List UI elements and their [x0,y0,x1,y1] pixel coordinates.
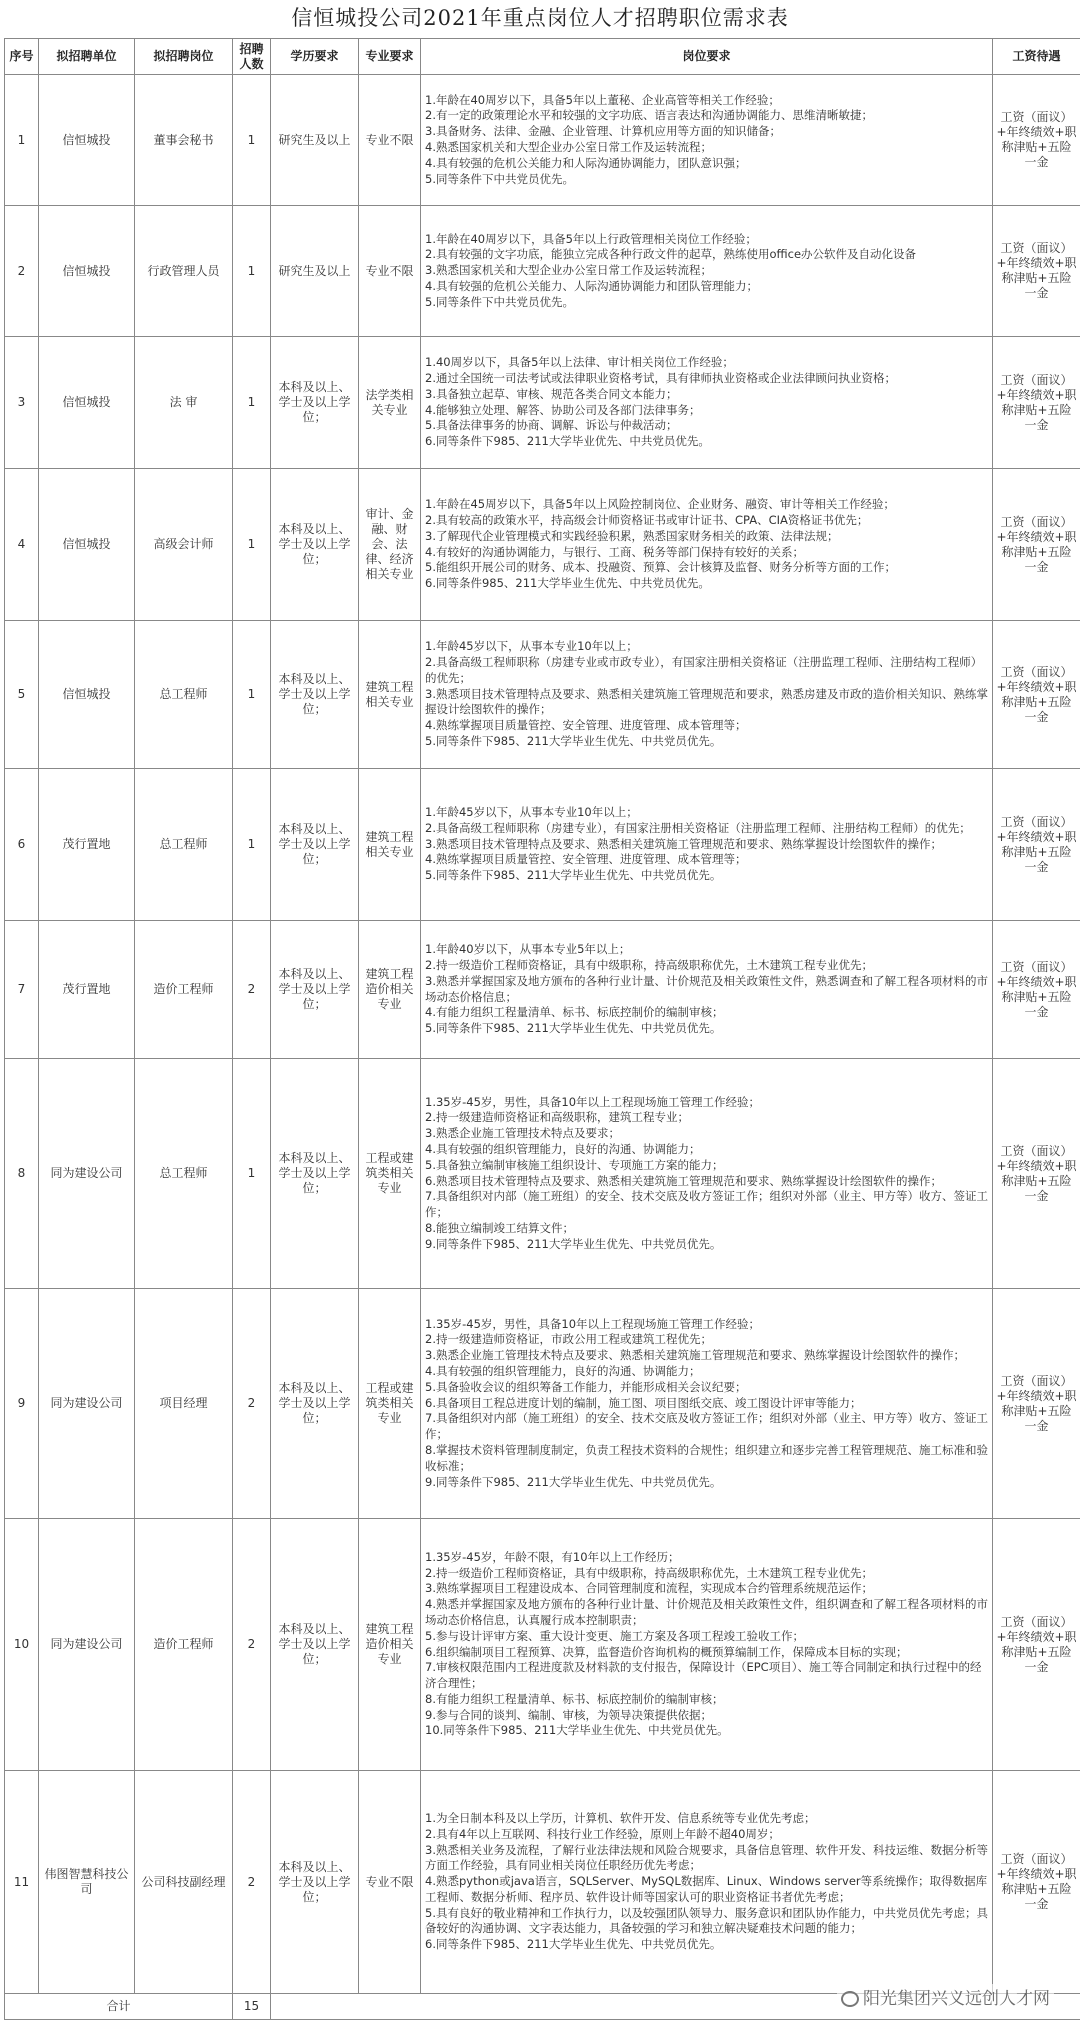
requirement-line: 6.同等条件下985、211大学毕业优先、中共党员优先。 [425,434,710,449]
requirement-line: 5.具有良好的敬业精神和工作执行力，以及较强团队领导力、服务意识和团队协作能力，中共党员优先考虑；具备较好的沟通协调、文字表达能力，具备较强的学习和独立解决疑难技术问题的能力； [425,1905,988,1936]
row-unit: 伟图智慧科技公司 [39,1771,135,1994]
requirement-line: 3.熟悉项目技术管理特点及要求、熟悉相关建筑施工管理规范和要求、熟练掌握设计绘图软件的操作； [425,836,942,851]
requirement-line: 5.能组织开展公司的财务、成本、投融资、预算、会计核算及监督、财务分析等方面的工作； [425,560,896,575]
row-edu: 本科及以上、学士及以上学位； [271,621,359,769]
requirement-line: 9.同等条件下985、211大学毕业生优先、中共党员优先。 [425,1236,722,1251]
row-edu: 本科及以上、学士及以上学位； [271,1289,359,1519]
requirement-line: 9.同等条件下985、211大学毕业生优先、中共党员优先。 [425,1474,722,1489]
requirement-line: 1.年龄40岁以下，从事本专业5年以上； [425,942,631,957]
requirement-line: 4.熟练掌握项目质量管控、安全管理、进度管理、成本管理等； [425,718,747,733]
row-pay: 工资（面议）+年终绩效+职称津贴+五险一金 [993,1771,1080,1994]
requirement-line: 1.年龄在40周岁以下，具备5年以上行政管理相关岗位工作经验； [425,231,757,246]
row-count: 2 [233,921,271,1059]
row-unit: 同为建设公司 [39,1289,135,1519]
row-count: 1 [233,469,271,621]
row-unit: 信恒城投 [39,621,135,769]
requirement-line: 2.持一级建造师资格证和高级职称，建筑工程专业； [425,1110,689,1125]
table-row [5,921,1080,1059]
row-count: 2 [233,1519,271,1771]
table-row [5,337,1080,469]
row-count: 1 [233,75,271,206]
row-count: 1 [233,621,271,769]
requirement-line: 4.具有较强的组织管理能力，良好的沟通、协调能力； [425,1364,701,1378]
requirement-line: 3.具备财务、法律、金融、企业管理、计算机应用等方面的知识储备； [425,124,781,139]
row-major: 法学类相关专业 [359,337,421,469]
row-unit: 同为建设公司 [39,1059,135,1289]
page-title: 信恒城投公司2021年重点岗位人才招聘职位需求表 [291,6,789,30]
row-edu: 本科及以上、学士及以上学位； [271,1059,359,1289]
row-major: 专业不限 [359,75,421,206]
row-no: 4 [5,469,39,621]
row-no: 10 [5,1519,39,1771]
requirement-line: 1.40周岁以下，具备5年以上法律、审计相关岗位工作经验； [425,355,734,370]
row-edu: 本科及以上、学士及以上学位； [271,337,359,469]
requirement-line: 8.掌握技术资料管理制度制定，负责工程技术资料的合规性；组织建立和逐步完善工程管理规范、施工标准和验收标准； [425,1442,988,1473]
requirement-line: 3.熟悉项目技术管理特点及要求、熟悉相关建筑施工管理规范和要求，熟悉房建及市政的造价相关知识、熟练掌握设计绘图软件的操作； [425,686,988,717]
row-no: 3 [5,337,39,469]
row-post: 公司科技副经理 [135,1771,233,1994]
requirement-line: 1.年龄在40周岁以下，具备5年以上董秘、企业高管等相关工作经验； [425,92,780,107]
row-no: 6 [5,769,39,921]
row-edu: 研究生及以上 [271,206,359,337]
requirement-line: 8.有能力组织工程量清单、标书、标底控制价的编制审核； [425,1691,724,1706]
requirement-line: 6.同等条件下985、211大学毕业生优先、中共党员优先。 [425,1937,722,1952]
row-count: 1 [233,1059,271,1289]
table-row [5,621,1080,769]
watermark-text: 阳光集团兴义远创人才网 [863,1989,1050,2009]
row-pay: 工资（面议）+年终绩效+职称津贴+五险一金 [993,1519,1080,1771]
row-pay: 工资（面议）+年终绩效+职称津贴+五险一金 [993,206,1080,337]
row-major: 审计、金融、财会、法律、经济相关专业 [359,469,421,621]
row-post: 法 审 [135,337,233,469]
requirement-line: 3.熟悉企业施工管理技术特点及要求； [425,1126,620,1141]
col-header-post: 拟招聘岗位 [135,39,233,75]
row-post: 总工程师 [135,769,233,921]
requirement-line: 3.熟练掌握项目工程建设成本、合同管理制度和流程，实现成本合约管理系统规范运作； [425,1581,873,1596]
requirement-line: 9.参与合同的谈判、编制、审核，为领导决策提供依据； [425,1707,712,1722]
row-edu: 本科及以上、学士及以上学位； [271,769,359,921]
row-pay: 工资（面议）+年终绩效+职称津贴+五险一金 [993,621,1080,769]
job-table [4,38,1080,2020]
requirement-line: 2.具备高级工程师职称（房建专业或市政专业），有国家注册相关资格证（注册监理工程师、注册结构工程师）的优先； [425,655,983,685]
requirement-line: 1.35岁-45岁，男性，具备10年以上工程现场施工管理工作经验； [425,1094,761,1109]
requirement-line: 5.同等条件下中共党员优先。 [425,171,574,186]
row-count: 1 [233,206,271,337]
row-post: 高级会计师 [135,469,233,621]
row-major: 工程或建筑类相关专业 [359,1289,421,1519]
requirement-line: 2.持一级造价工程师资格证，具有中级职称，持高级职称优先，土木建筑工程专业优先； [425,957,873,972]
requirement-line: 7.审核权限范围内工程进度款及材料款的支付报告，保障设计（EPC项目）、施工等合同制定和执行过程中的经济合理性； [425,1660,982,1691]
row-edu: 本科及以上、学士及以上学位； [271,921,359,1059]
row-no: 2 [5,206,39,337]
col-header-major: 专业要求 [359,39,421,75]
requirement-line: 2.具有4年以上互联网、科技行业工作经验，原则上年龄不超40周岁； [425,1826,780,1841]
row-edu: 本科及以上、学士及以上学位； [271,1771,359,1994]
row-major: 建筑工程造价相关专业 [359,921,421,1059]
requirement-line: 4.有能力组织工程量清单、标书、标底控制价的编制审核； [425,1005,724,1020]
table-row [5,1059,1080,1289]
requirement-line: 3.熟悉国家机关和大型企业办公室日常工作及运转流程； [425,263,712,278]
row-post: 造价工程师 [135,1519,233,1771]
requirement-line: 6.同等条件985、211大学毕业生优先、中共党员优先。 [425,576,710,591]
row-count: 1 [233,769,271,921]
requirement-line: 4.能够独立处理、解答、协助公司及各部门法律事务； [425,402,701,417]
row-post: 总工程师 [135,1059,233,1289]
requirement-line: 7.具备组织对内部（施工班组）的安全、技术交底及收方签证工作；组织对外部（业主、甲方等）收方、签证工作； [425,1189,988,1220]
requirement-line: 5.具备独立编制审核施工组织设计、专项施工方案的能力； [425,1157,724,1172]
requirement-line: 5.同等条件下985、211大学毕业生优先、中共党员优先。 [425,868,722,883]
requirement-line: 10.同等条件下985、211大学毕业生优先、中共党员优先。 [425,1723,729,1738]
row-unit: 信恒城投 [39,337,135,469]
requirement-line: 3.熟悉相关业务及流程，了解行业法律法规和风险合规要求，具备信息管理、软件开发、科技运维、数据分析等方面工作经验，具有同业相关岗位任职经历优先考虑； [425,1842,988,1873]
requirement-line: 7.具备组织对内部（施工班组）的安全、技术交底及收方签证工作；组织对外部（业主、甲方等）收方、签证工作； [425,1411,988,1442]
requirement-line: 2.通过全国统一司法考试或法律职业资格考试，具有律师执业资格或企业法律顾问执业资格； [425,370,896,385]
row-requirements [421,206,993,337]
row-post: 行政管理人员 [135,206,233,337]
total-count: 15 [233,1994,271,2020]
row-post: 项目经理 [135,1289,233,1519]
col-header-no: 序号 [5,39,39,75]
row-pay: 工资（面议）+年终绩效+职称津贴+五险一金 [993,337,1080,469]
requirement-line: 8.能独立编制竣工结算文件； [425,1220,574,1235]
row-count: 2 [233,1771,271,1994]
row-unit: 信恒城投 [39,469,135,621]
row-requirements [421,1519,993,1771]
requirement-line: 2.具有较高的政策水平，持高级会计师资格证书或审计证书、CPA、CIA资格证书优先； [425,512,869,527]
row-major: 专业不限 [359,1771,421,1994]
requirement-line: 4.具有较强的危机公关能力、人际沟通协调能力和团队管理能力； [425,278,758,293]
row-major: 建筑工程相关专业 [359,769,421,921]
requirement-line: 1.年龄在45周岁以下，具备5年以上风险控制岗位、企业财务、融资、审计等相关工作经验； [425,497,895,512]
col-header-req: 岗位要求 [421,39,993,75]
row-pay: 工资（面议）+年终绩效+职称津贴+五险一金 [993,75,1080,206]
row-pay: 工资（面议）+年终绩效+职称津贴+五险一金 [993,1289,1080,1519]
requirement-line: 4.熟悉并掌握国家及地方颁布的各种行业计量、计价规范及相关政策性文件，组织调查和了解工程各项材料的市场动态价格信息，认真履行成本控制职责； [425,1597,988,1627]
row-unit: 信恒城投 [39,206,135,337]
row-no: 8 [5,1059,39,1289]
requirement-line: 1.年龄45岁以下，从事本专业10年以上； [425,639,638,654]
table-row [5,769,1080,921]
requirement-line: 4.熟悉python或java语言，SQLServer、MySQL数据库、Linux、Windows server等系统操作；取得数据库工程师、数据分析师、程序员、软件设计师等国家认可的职业资格证书者优先考虑； [425,1874,988,1904]
row-requirements [421,1059,993,1289]
row-major: 建筑工程造价相关专业 [359,1519,421,1771]
requirement-line: 2.具有较强的文字功底，能独立完成各种行政文件的起草，熟练使用office办公软件及自动化设备 [425,247,917,262]
requirement-line: 2.持一级造价工程师资格证，具有中级职称，持高级职称优先，土木建筑工程专业优先； [425,1565,873,1580]
requirement-line: 2.有一定的政策理论水平和较强的文字功底、语言表达和沟通协调能力、思维清晰敏捷； [425,108,873,123]
table-row [5,1289,1080,1519]
requirement-line: 6.具备项目工程总进度计划的编制，施工图、项目图纸交底、竣工图设计评审等能力； [425,1395,862,1410]
requirement-line: 4.熟悉国家机关和大型企业办公室日常工作及运转流程； [425,140,712,154]
row-no: 11 [5,1771,39,1994]
row-requirements [421,1771,993,1994]
row-no: 1 [5,75,39,206]
row-count: 1 [233,337,271,469]
requirement-line: 3.熟悉并掌握国家及地方颁布的各种行业计量、计价规范及相关政策性文件，熟悉调查和了解工程各项材料的市场动态价格信息； [425,973,988,1004]
requirement-line: 6.组织编制项目工程预算、决算，监督造价咨询机构的概预算编制工作，保障成本目标的实现； [425,1644,908,1659]
row-major: 建筑工程相关专业 [359,621,421,769]
requirement-line: 1.35岁-45岁，年龄不限，有10年以上工作经历； [425,1549,680,1564]
table-row [5,206,1080,337]
table-row [5,469,1080,621]
requirement-line: 5.同等条件下中共党员优先。 [425,294,574,309]
row-unit: 茂行置地 [39,769,135,921]
requirement-line: 4.有较好的沟通协调能力，与银行、工商、税务等部门保持有较好的关系； [425,544,804,559]
requirement-line: 5.同等条件下985、211大学毕业生优先、中共党员优先。 [425,733,722,748]
row-no: 5 [5,621,39,769]
row-post: 总工程师 [135,621,233,769]
table-row [5,1519,1080,1771]
row-requirements [421,469,993,621]
requirement-line: 6.熟悉项目技术管理特点及要求、熟悉相关建筑施工管理规范和要求、熟练掌握设计绘图软件的操作； [425,1173,942,1188]
requirement-line: 5.同等条件下985、211大学毕业生优先、中共党员优先。 [425,1021,722,1036]
row-edu: 本科及以上、学士及以上学位； [271,469,359,621]
requirement-line: 3.具备独立起草、审核、规范各类合同文本能力； [425,386,678,401]
row-requirements [421,769,993,921]
requirement-line: 1.35岁-45岁，男性，具备10年以上工程现场施工管理工作经验； [425,1316,761,1331]
requirement-line: 5.具备法律事务的协商、调解、诉讼与仲裁活动； [425,418,678,433]
row-requirements [421,75,993,206]
requirement-line: 5.具备验收会议的组织筹备工作能力，并能形成相关会议纪要； [425,1379,747,1394]
total-label: 合计 [5,1994,233,2020]
row-unit: 信恒城投 [39,75,135,206]
requirement-line: 1.为全日制本科及以上学历，计算机、软件开发、信息系统等专业优先考虑； [425,1810,816,1825]
row-pay: 工资（面议）+年终绩效+职称津贴+五险一金 [993,1059,1080,1289]
row-unit: 茂行置地 [39,921,135,1059]
col-header-unit: 拟招聘单位 [39,39,135,75]
requirement-line: 3.熟悉企业施工管理技术特点及要求、熟悉相关建筑施工管理规范和要求、熟练掌握设计绘图软件的操作； [425,1348,965,1363]
requirement-line: 1.年龄45岁以下，从事本专业10年以上； [425,805,638,819]
row-no: 9 [5,1289,39,1519]
row-major: 专业不限 [359,206,421,337]
table-row [5,75,1080,206]
requirement-line: 2.持一级建造师资格证，市政公用工程或建筑工程优先； [425,1332,712,1347]
watermark [837,1984,1054,2009]
requirement-line: 4.具有较强的组织管理能力，良好的沟通、协调能力； [425,1141,701,1156]
requirement-line: 2.具备高级工程师职称（房建专业），有国家注册相关资格证（注册监理工程师、注册结构工程师）的优先； [425,820,971,835]
row-major: 工程或建筑类相关专业 [359,1059,421,1289]
row-post: 董事会秘书 [135,75,233,206]
requirement-line: 4.熟练掌握项目质量管控、安全管理、进度管理、成本管理等； [425,852,747,867]
row-requirements [421,621,993,769]
row-edu: 研究生及以上 [271,75,359,206]
row-unit: 同为建设公司 [39,1519,135,1771]
row-edu: 本科及以上、学士及以上学位； [271,1519,359,1771]
col-header-pay: 工资待遇 [993,39,1080,75]
row-pay: 工资（面议）+年终绩效+职称津贴+五险一金 [993,921,1080,1059]
table-row [5,1771,1080,1994]
header-row [5,39,1080,75]
requirement-line: 4.具有较强的危机公关能力和人际沟通协调能力，团队意识强； [425,155,747,170]
row-no: 7 [5,921,39,1059]
row-requirements [421,337,993,469]
row-pay: 工资（面议）+年终绩效+职称津贴+五险一金 [993,469,1080,621]
wechat-icon [841,1991,859,2007]
row-requirements [421,921,993,1059]
row-requirements [421,1289,993,1519]
row-post: 造价工程师 [135,921,233,1059]
requirement-line: 5.参与设计评审方案、重大设计变更、施工方案及各项工程竣工验收工作； [425,1628,804,1643]
row-count: 2 [233,1289,271,1519]
col-header-count: 招聘人数 [233,39,271,75]
row-pay: 工资（面议）+年终绩效+职称津贴+五险一金 [993,769,1080,921]
requirement-line: 3.了解现代企业管理模式和实践经验积累，熟悉国家财务相关的政策、法律法规； [425,528,839,543]
col-header-edu: 学历要求 [271,39,359,75]
